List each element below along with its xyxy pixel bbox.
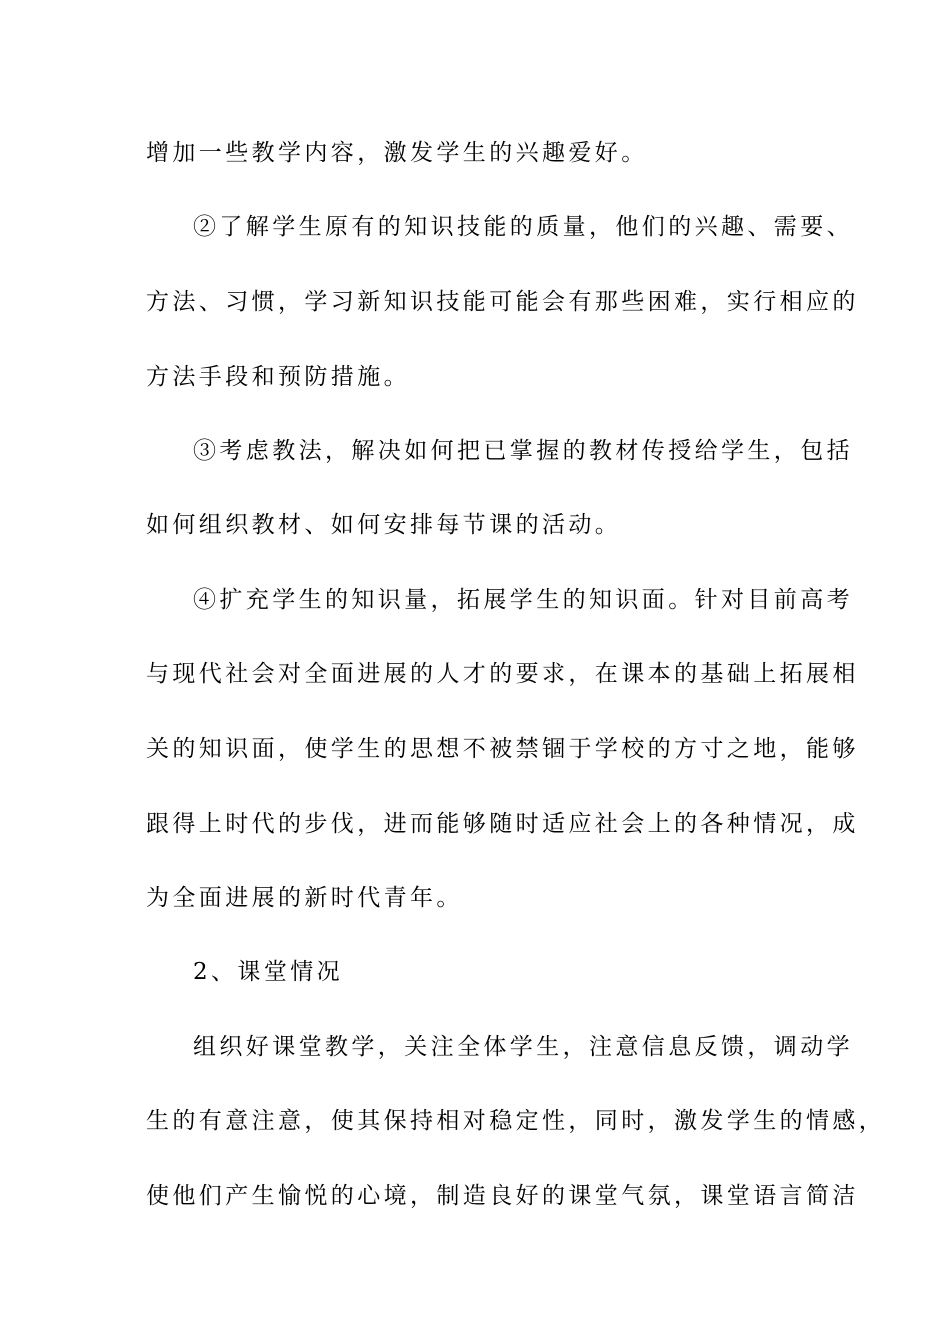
text-line: 与现代社会对全面进展的人才的要求，在课本的基础上拓展相 xyxy=(146,661,859,687)
text-line: 使他们产生愉悦的心境，制造良好的课堂气氛，课堂语言简洁 xyxy=(146,1183,859,1209)
section-heading: 2、课堂情况 xyxy=(193,959,344,985)
text-line: 关的知识面，使学生的思想不被禁锢于学校的方寸之地，能够 xyxy=(146,736,859,762)
text-line: 方法、习惯，学习新知识技能可能会有那些困难，实行相应的 xyxy=(146,289,859,315)
text-line: 生的有意注意，使其保持相对稳定性，同时，激发学生的情感， xyxy=(146,1108,886,1134)
text-line: 跟得上时代的步伐，进而能够随时适应社会上的各种情况，成 xyxy=(146,811,859,837)
text-line: 如何组织教材、如何安排每节课的活动。 xyxy=(146,512,622,538)
text-line: 为全面进展的新时代青年。 xyxy=(146,885,463,911)
text-line: ③考虑教法，解决如何把已掌握的教材传授给学生，包括 xyxy=(193,438,853,464)
text-line: 方法手段和预防措施。 xyxy=(146,364,410,390)
text-line: 组织好课堂教学，关注全体学生，注意信息反馈，调动学 xyxy=(193,1034,853,1060)
text-line: ②了解学生原有的知识技能的质量，他们的兴趣、需要、 xyxy=(193,214,853,240)
text-line: 增加一些教学内容，激发学生的兴趣爱好。 xyxy=(146,140,648,166)
text-line: ④扩充学生的知识量，拓展学生的知识面。针对目前高考 xyxy=(193,587,853,613)
